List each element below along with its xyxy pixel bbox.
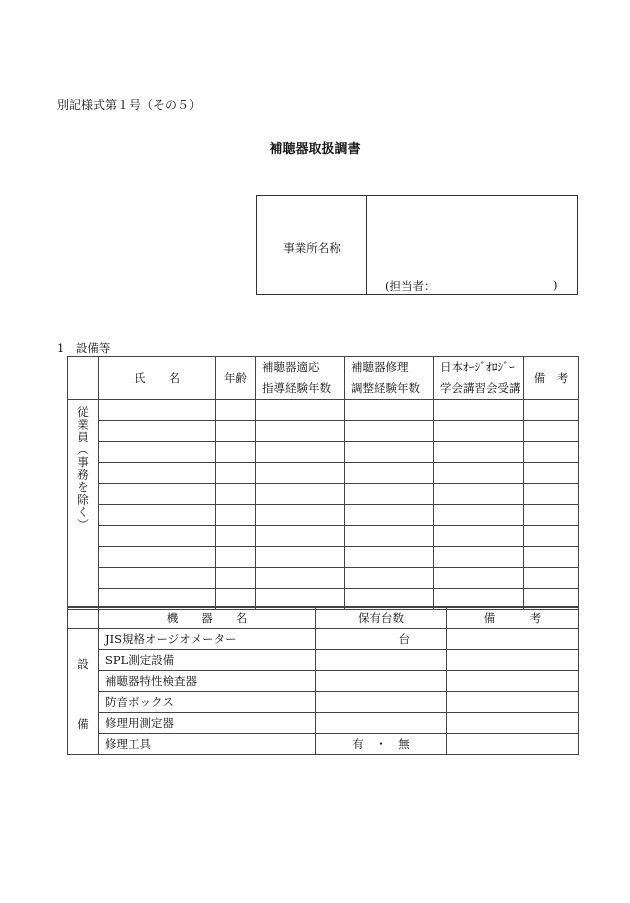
staff-cell[interactable]: [216, 568, 256, 589]
staff-row: [68, 568, 579, 589]
person-in-charge-close: ): [553, 278, 558, 292]
staff-cell[interactable]: [434, 421, 524, 442]
staff-cell[interactable]: [99, 442, 216, 463]
header-repair-line2: 調整経験年数: [351, 381, 420, 395]
staff-cell[interactable]: [345, 568, 434, 589]
staff-cell[interactable]: [99, 421, 216, 442]
staff-side-label: 従業員︵事務を除く︶: [76, 406, 90, 531]
header-repair-line1: 補聴器修理: [351, 360, 409, 374]
equipment-side-bottom: 備: [77, 716, 89, 731]
staff-cell[interactable]: [216, 505, 256, 526]
equipment-count[interactable]: [316, 713, 447, 734]
staff-cell[interactable]: [345, 421, 434, 442]
equipment-remarks[interactable]: [447, 713, 579, 734]
staff-row: [68, 505, 579, 526]
header-equipment-name: 機 器 名: [99, 607, 316, 629]
staff-cell[interactable]: [524, 547, 579, 568]
staff-cell[interactable]: [345, 463, 434, 484]
form-number: 別記様式第１号（その５）: [57, 98, 202, 112]
staff-cell[interactable]: [99, 526, 216, 547]
equipment-row: [68, 629, 579, 650]
staff-cell[interactable]: [256, 463, 345, 484]
staff-cell[interactable]: [434, 442, 524, 463]
staff-cell[interactable]: [434, 526, 524, 547]
staff-cell[interactable]: [345, 505, 434, 526]
staff-cell[interactable]: [216, 421, 256, 442]
equipment-side-top: 設: [77, 656, 89, 671]
equipment-name: 補聴器特性検査器: [99, 671, 316, 692]
header-guidance-years: [256, 357, 345, 400]
staff-header-row: [68, 357, 579, 400]
staff-row: [68, 547, 579, 568]
staff-cell[interactable]: [524, 442, 579, 463]
staff-cell[interactable]: [524, 568, 579, 589]
staff-cell[interactable]: [99, 484, 216, 505]
staff-row: [68, 421, 579, 442]
staff-cell[interactable]: [434, 400, 524, 421]
header-guidance-line2: 指導経験年数: [262, 381, 331, 395]
equipment-count[interactable]: 台: [316, 629, 447, 650]
office-name-label: 事業所名称: [283, 241, 341, 255]
header-remarks: 備 考: [524, 357, 579, 400]
staff-cell[interactable]: [434, 484, 524, 505]
equipment-header-blank: [68, 607, 99, 629]
office-name-label-cell: [257, 196, 367, 294]
staff-cell[interactable]: [524, 526, 579, 547]
equipment-count[interactable]: [316, 650, 447, 671]
person-in-charge-label: (担当者：: [385, 279, 436, 293]
staff-cell[interactable]: [524, 463, 579, 484]
equipment-row: [68, 692, 579, 713]
equipment-side-label-cell: [68, 629, 99, 755]
equipment-count[interactable]: [316, 671, 447, 692]
staff-cell[interactable]: [216, 400, 256, 421]
header-audiology-course: [434, 357, 524, 400]
header-audiology-line2: 学会講習会受講: [440, 381, 521, 395]
equipment-name: 防音ボックス: [99, 692, 316, 713]
office-name-box: [256, 195, 578, 295]
staff-cell[interactable]: [99, 400, 216, 421]
equipment-count[interactable]: [316, 692, 447, 713]
staff-cell[interactable]: [216, 547, 256, 568]
equipment-remarks[interactable]: [447, 734, 579, 755]
staff-cell[interactable]: [99, 568, 216, 589]
staff-cell[interactable]: [99, 505, 216, 526]
staff-cell[interactable]: [434, 505, 524, 526]
equipment-name: 修理工具: [99, 734, 316, 755]
staff-cell[interactable]: [524, 505, 579, 526]
header-repair-years: [345, 357, 434, 400]
staff-cell[interactable]: [256, 400, 345, 421]
equipment-table: [67, 606, 579, 755]
header-age: 年齢: [216, 357, 256, 400]
staff-cell[interactable]: [216, 463, 256, 484]
staff-side-label-cell: [68, 400, 99, 610]
staff-row: [68, 526, 579, 547]
staff-cell[interactable]: [216, 484, 256, 505]
staff-cell[interactable]: [434, 568, 524, 589]
staff-cell[interactable]: [434, 547, 524, 568]
equipment-row: [68, 713, 579, 734]
staff-cell[interactable]: [345, 547, 434, 568]
staff-row: [68, 463, 579, 484]
staff-row: [68, 442, 579, 463]
header-guidance-line1: 補聴器適応: [262, 360, 320, 374]
staff-cell[interactable]: [524, 484, 579, 505]
staff-cell[interactable]: [345, 484, 434, 505]
staff-cell[interactable]: [99, 463, 216, 484]
staff-cell[interactable]: [256, 568, 345, 589]
equipment-name: JIS規格オージオメーター: [99, 629, 316, 650]
equipment-remarks[interactable]: [447, 650, 579, 671]
staff-cell[interactable]: [256, 505, 345, 526]
staff-cell[interactable]: [256, 484, 345, 505]
staff-cell[interactable]: [345, 442, 434, 463]
staff-cell[interactable]: [256, 421, 345, 442]
staff-header-blank: [68, 357, 99, 400]
header-count: 保有台数: [316, 607, 447, 629]
header-name: 氏 名: [99, 357, 216, 400]
equipment-row: [68, 734, 579, 755]
header-equipment-remarks: 備 考: [447, 607, 579, 629]
equipment-header-row: [68, 607, 579, 629]
equipment-name: SPL測定設備: [99, 650, 316, 671]
equipment-row: [68, 650, 579, 671]
header-audiology-line1: 日本ｵｰｼﾞｵﾛｼﾞｰ: [440, 360, 515, 374]
staff-cell[interactable]: [524, 400, 579, 421]
staff-cell[interactable]: [216, 442, 256, 463]
section-heading: 1 設備等: [57, 341, 111, 355]
staff-row: [68, 484, 579, 505]
equipment-row: [68, 671, 579, 692]
staff-cell[interactable]: [434, 463, 524, 484]
staff-cell[interactable]: [256, 526, 345, 547]
staff-cell[interactable]: [256, 547, 345, 568]
staff-table: [67, 356, 579, 610]
staff-cell[interactable]: [99, 547, 216, 568]
equipment-remarks[interactable]: [447, 692, 579, 713]
equipment-remarks[interactable]: [447, 671, 579, 692]
equipment-remarks[interactable]: [447, 629, 579, 650]
document-title: 補聴器取扱調書: [269, 142, 361, 157]
staff-row: [68, 400, 579, 421]
staff-cell[interactable]: [345, 526, 434, 547]
staff-cell[interactable]: [216, 526, 256, 547]
staff-cell[interactable]: [524, 421, 579, 442]
equipment-yes-no[interactable]: 有 ・ 無: [316, 734, 447, 755]
staff-cell[interactable]: [256, 442, 345, 463]
staff-cell[interactable]: [345, 400, 434, 421]
equipment-name: 修理用測定器: [99, 713, 316, 734]
